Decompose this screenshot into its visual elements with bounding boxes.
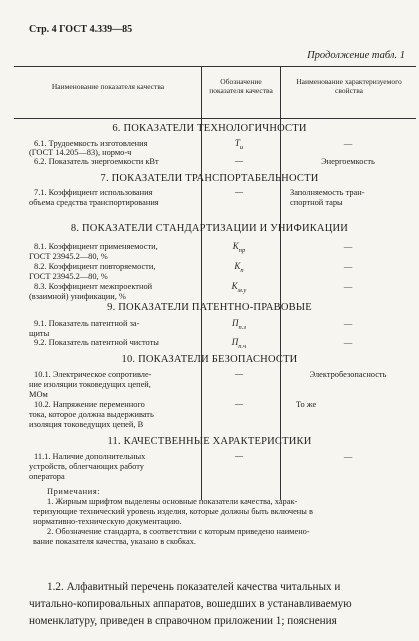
- row-value: —: [343, 139, 353, 148]
- section-title: 7. ПОКАЗАТЕЛИ ТРАНСПОРТАБЕЛЬНОСТИ: [100, 173, 319, 184]
- row-value: —: [343, 338, 353, 347]
- row-symbol: $П_{п.ч}$: [231, 337, 247, 350]
- page-header: Стр. 4 ГОСТ 4.339—85: [29, 24, 133, 35]
- column-header-symbol: Обозначение показателя качества: [209, 77, 273, 95]
- row-text-line: изоляция токоведущих цепей, В: [29, 420, 144, 429]
- row-value: Заполняемость тран-: [290, 188, 365, 197]
- note-line: 2. Обозначение стандарта, в соответствии с которым приведено наимено-: [47, 527, 310, 536]
- row-symbol: $Т_и$: [234, 138, 244, 151]
- row-text-line: щиты: [29, 329, 50, 338]
- row-text-line: 8.1. Коэффициент применяемости,: [34, 242, 158, 251]
- row-text-line: МОм: [29, 390, 48, 399]
- row-value: Электробезопасность: [309, 370, 387, 379]
- table-header-rule: [14, 118, 416, 119]
- row-text-line: 10.1. Электрическое сопротивле-: [34, 370, 152, 379]
- row-text-line: 9.1. Показатель патентной за-: [34, 319, 140, 328]
- row-text-line: 8.2. Коэффициент повторяемости,: [34, 262, 156, 271]
- row-symbol: —: [234, 451, 243, 461]
- note-line: вание показателя качества, указано в скобках.: [33, 537, 196, 546]
- row-text-line: оператора: [29, 472, 65, 481]
- row-value: спортной тары: [290, 198, 343, 207]
- row-text-line: 6.2. Показатель энергоемкости кВт: [34, 157, 159, 166]
- row-text-line: ние изоляции токоведущих цепей,: [29, 380, 151, 389]
- row-value: —: [343, 242, 353, 251]
- row-text-line: ГОСТ 23945.2—80, %: [29, 272, 108, 281]
- note-line: нормативно-техническую документацию.: [33, 517, 182, 526]
- row-text-line: 7.1. Коэффициент использования: [34, 188, 153, 197]
- row-symbol: —: [234, 156, 243, 166]
- row-symbol: —: [234, 369, 243, 379]
- row-symbol: $К_п$: [234, 261, 244, 274]
- row-text-line: 10.2. Напряжение переменного: [34, 400, 145, 409]
- notes-title: Примечания:: [47, 487, 101, 496]
- section-title: 11. КАЧЕСТВЕННЫЕ ХАРАКТЕРИСТИКИ: [107, 436, 312, 447]
- row-text-line: устройств, облегчающих работу: [29, 462, 144, 471]
- note-line: 1. Жирным шрифтом выделены основные показатели качества, харак-: [47, 497, 298, 506]
- row-text-line: (ГОСТ 14.205—83), нормо-ч: [29, 148, 132, 157]
- body-paragraph-line: 1.2. Алфавитный перечень показателей качества читальных и: [47, 581, 341, 593]
- column-header-property: Наименование характеризуемого свойства: [296, 77, 402, 95]
- table-top-rule: [14, 66, 416, 67]
- row-text-line: тока, которое должна выдерживать: [29, 410, 154, 419]
- row-value: —: [343, 262, 353, 271]
- section-title: 9. ПОКАЗАТЕЛИ ПАТЕНТНО-ПРАВОВЫЕ: [107, 302, 312, 313]
- row-text-line: 8.3. Коэффициент межпроектной: [34, 282, 153, 291]
- row-value: —: [343, 319, 353, 328]
- row-symbol: $П_{п.з}$: [232, 318, 246, 331]
- row-symbol: $К_{пр}$: [232, 241, 246, 254]
- row-text-line: 11.1. Наличие дополнительных: [34, 452, 146, 461]
- row-symbol: $К_{м.у}$: [231, 281, 247, 294]
- row-text-line: объема средства транспортирования: [29, 198, 159, 207]
- section-title: 6. ПОКАЗАТЕЛИ ТЕХНОЛОГИЧНОСТИ: [112, 123, 307, 134]
- row-text-line: 6.1. Трудоемкость изготовления: [34, 139, 148, 148]
- row-symbol: —: [234, 187, 243, 197]
- body-paragraph-line: читально-копировальных аппаратов, вошедших в устанавливаемую: [29, 598, 352, 610]
- note-line: теризующие технический уровень изделия, которые должны быть включены в: [33, 507, 313, 516]
- row-value: —: [343, 282, 353, 291]
- row-text-line: (взаимной) унификации, %: [29, 292, 126, 301]
- column-header-name: Наименование показателя качества: [51, 82, 165, 91]
- row-value: —: [343, 452, 353, 461]
- row-value: Энергоемкость: [321, 157, 375, 166]
- body-paragraph-line: номенклатуру, приведен в справочном приложении 1; пояснения: [29, 615, 337, 627]
- section-title: 8. ПОКАЗАТЕЛИ СТАНДАРТИЗАЦИИ И УНИФИКАЦИИ: [70, 223, 349, 234]
- row-text-line: ГОСТ 23945.2—80, %: [29, 252, 108, 261]
- section-title: 10. ПОКАЗАТЕЛИ БЕЗОПАСНОСТИ: [121, 354, 298, 365]
- table-continuation-label: Продолжение табл. 1: [307, 50, 405, 61]
- row-symbol: —: [234, 399, 243, 409]
- row-value: То же: [296, 400, 317, 409]
- row-text-line: 9.2. Показатель патентной чистоты: [34, 338, 159, 347]
